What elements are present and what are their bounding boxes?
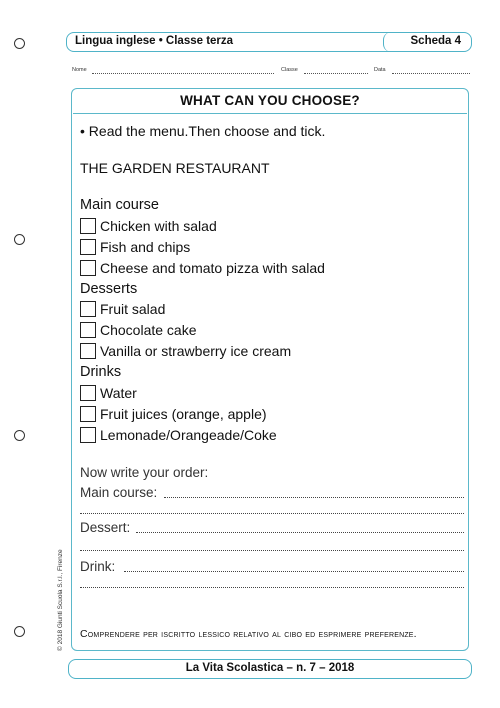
class-field[interactable]: [304, 73, 368, 74]
header-divider: [383, 32, 397, 52]
sheet-number: Scheda 4: [410, 35, 461, 47]
tick-checkbox[interactable]: [80, 322, 96, 338]
menu-item-label: Vanilla or strawberry ice cream: [100, 343, 292, 359]
order-prompt: Now write your order:: [80, 465, 209, 480]
dessert-order-field[interactable]: [136, 532, 464, 533]
class-label: Classe: [281, 67, 298, 73]
drink-order-label: Drink:: [80, 559, 116, 574]
header-bar: [66, 32, 472, 52]
binder-hole-3: [14, 430, 25, 441]
date-label: Data: [374, 67, 386, 73]
menu-item-label: Chicken with salad: [100, 218, 217, 234]
subject-label: Lingua inglese • Classe terza: [75, 35, 234, 47]
main-course-order-label: Main course:: [80, 485, 158, 500]
section-label-main-course: Main course: [80, 197, 159, 213]
tick-checkbox[interactable]: [80, 260, 96, 276]
section-label-drinks: Drinks: [80, 364, 122, 380]
dessert-order-field-continued[interactable]: [80, 550, 464, 551]
date-field[interactable]: [392, 73, 470, 74]
drink-order-field-continued[interactable]: [80, 587, 464, 588]
footer-bar: [68, 659, 472, 679]
binder-hole-1: [14, 38, 25, 49]
tick-checkbox[interactable]: [80, 239, 96, 255]
title-divider: [73, 113, 467, 114]
instruction: • Read the menu.Then choose and tick.: [80, 123, 326, 139]
worksheet-title: WHAT CAN YOU CHOOSE?: [180, 93, 360, 108]
menu-item-label: Fruit salad: [100, 301, 166, 317]
tick-checkbox[interactable]: [80, 301, 96, 317]
student-info-line: [72, 67, 472, 77]
publication-label: La Vita Scolastica – n. 7 – 2018: [185, 662, 355, 674]
menu-item-label: Lemonade/Orangeade/Coke: [100, 427, 277, 443]
menu-item-label: Fruit juices (orange, apple): [100, 406, 267, 422]
main-course-order-line[interactable]: [80, 485, 464, 501]
dessert-order-line[interactable]: [80, 520, 464, 536]
drink-order-field[interactable]: [124, 571, 464, 572]
menu-item-label: Fish and chips: [100, 239, 191, 255]
menu-item-label: Water: [100, 385, 137, 401]
restaurant-name: THE GARDEN RESTAURANT: [80, 160, 270, 176]
menu-item-label: Cheese and tomato pizza with salad: [100, 260, 325, 276]
tick-checkbox[interactable]: [80, 343, 96, 359]
binder-hole-4: [14, 626, 25, 637]
tick-checkbox[interactable]: [80, 218, 96, 234]
dessert-order-label: Dessert:: [80, 520, 131, 535]
name-field[interactable]: [92, 73, 274, 74]
section-label-desserts: Desserts: [80, 281, 138, 297]
drink-order-line[interactable]: [80, 559, 464, 575]
menu-item-label: Chocolate cake: [100, 322, 197, 338]
tick-checkbox[interactable]: [80, 385, 96, 401]
tick-checkbox[interactable]: [80, 427, 96, 443]
binder-hole-2: [14, 234, 25, 245]
copyright-credit: © 2018 Giunti Scuola S.r.l., Firenze: [57, 549, 64, 651]
name-label: Nome: [72, 67, 87, 73]
tick-checkbox[interactable]: [80, 406, 96, 422]
main-course-order-field[interactable]: [164, 497, 464, 498]
main-course-order-field-continued[interactable]: [80, 513, 464, 514]
learning-objective: Comprendere per iscritto lessico relativo al cibo ed esprimere preferenze.: [80, 628, 417, 640]
